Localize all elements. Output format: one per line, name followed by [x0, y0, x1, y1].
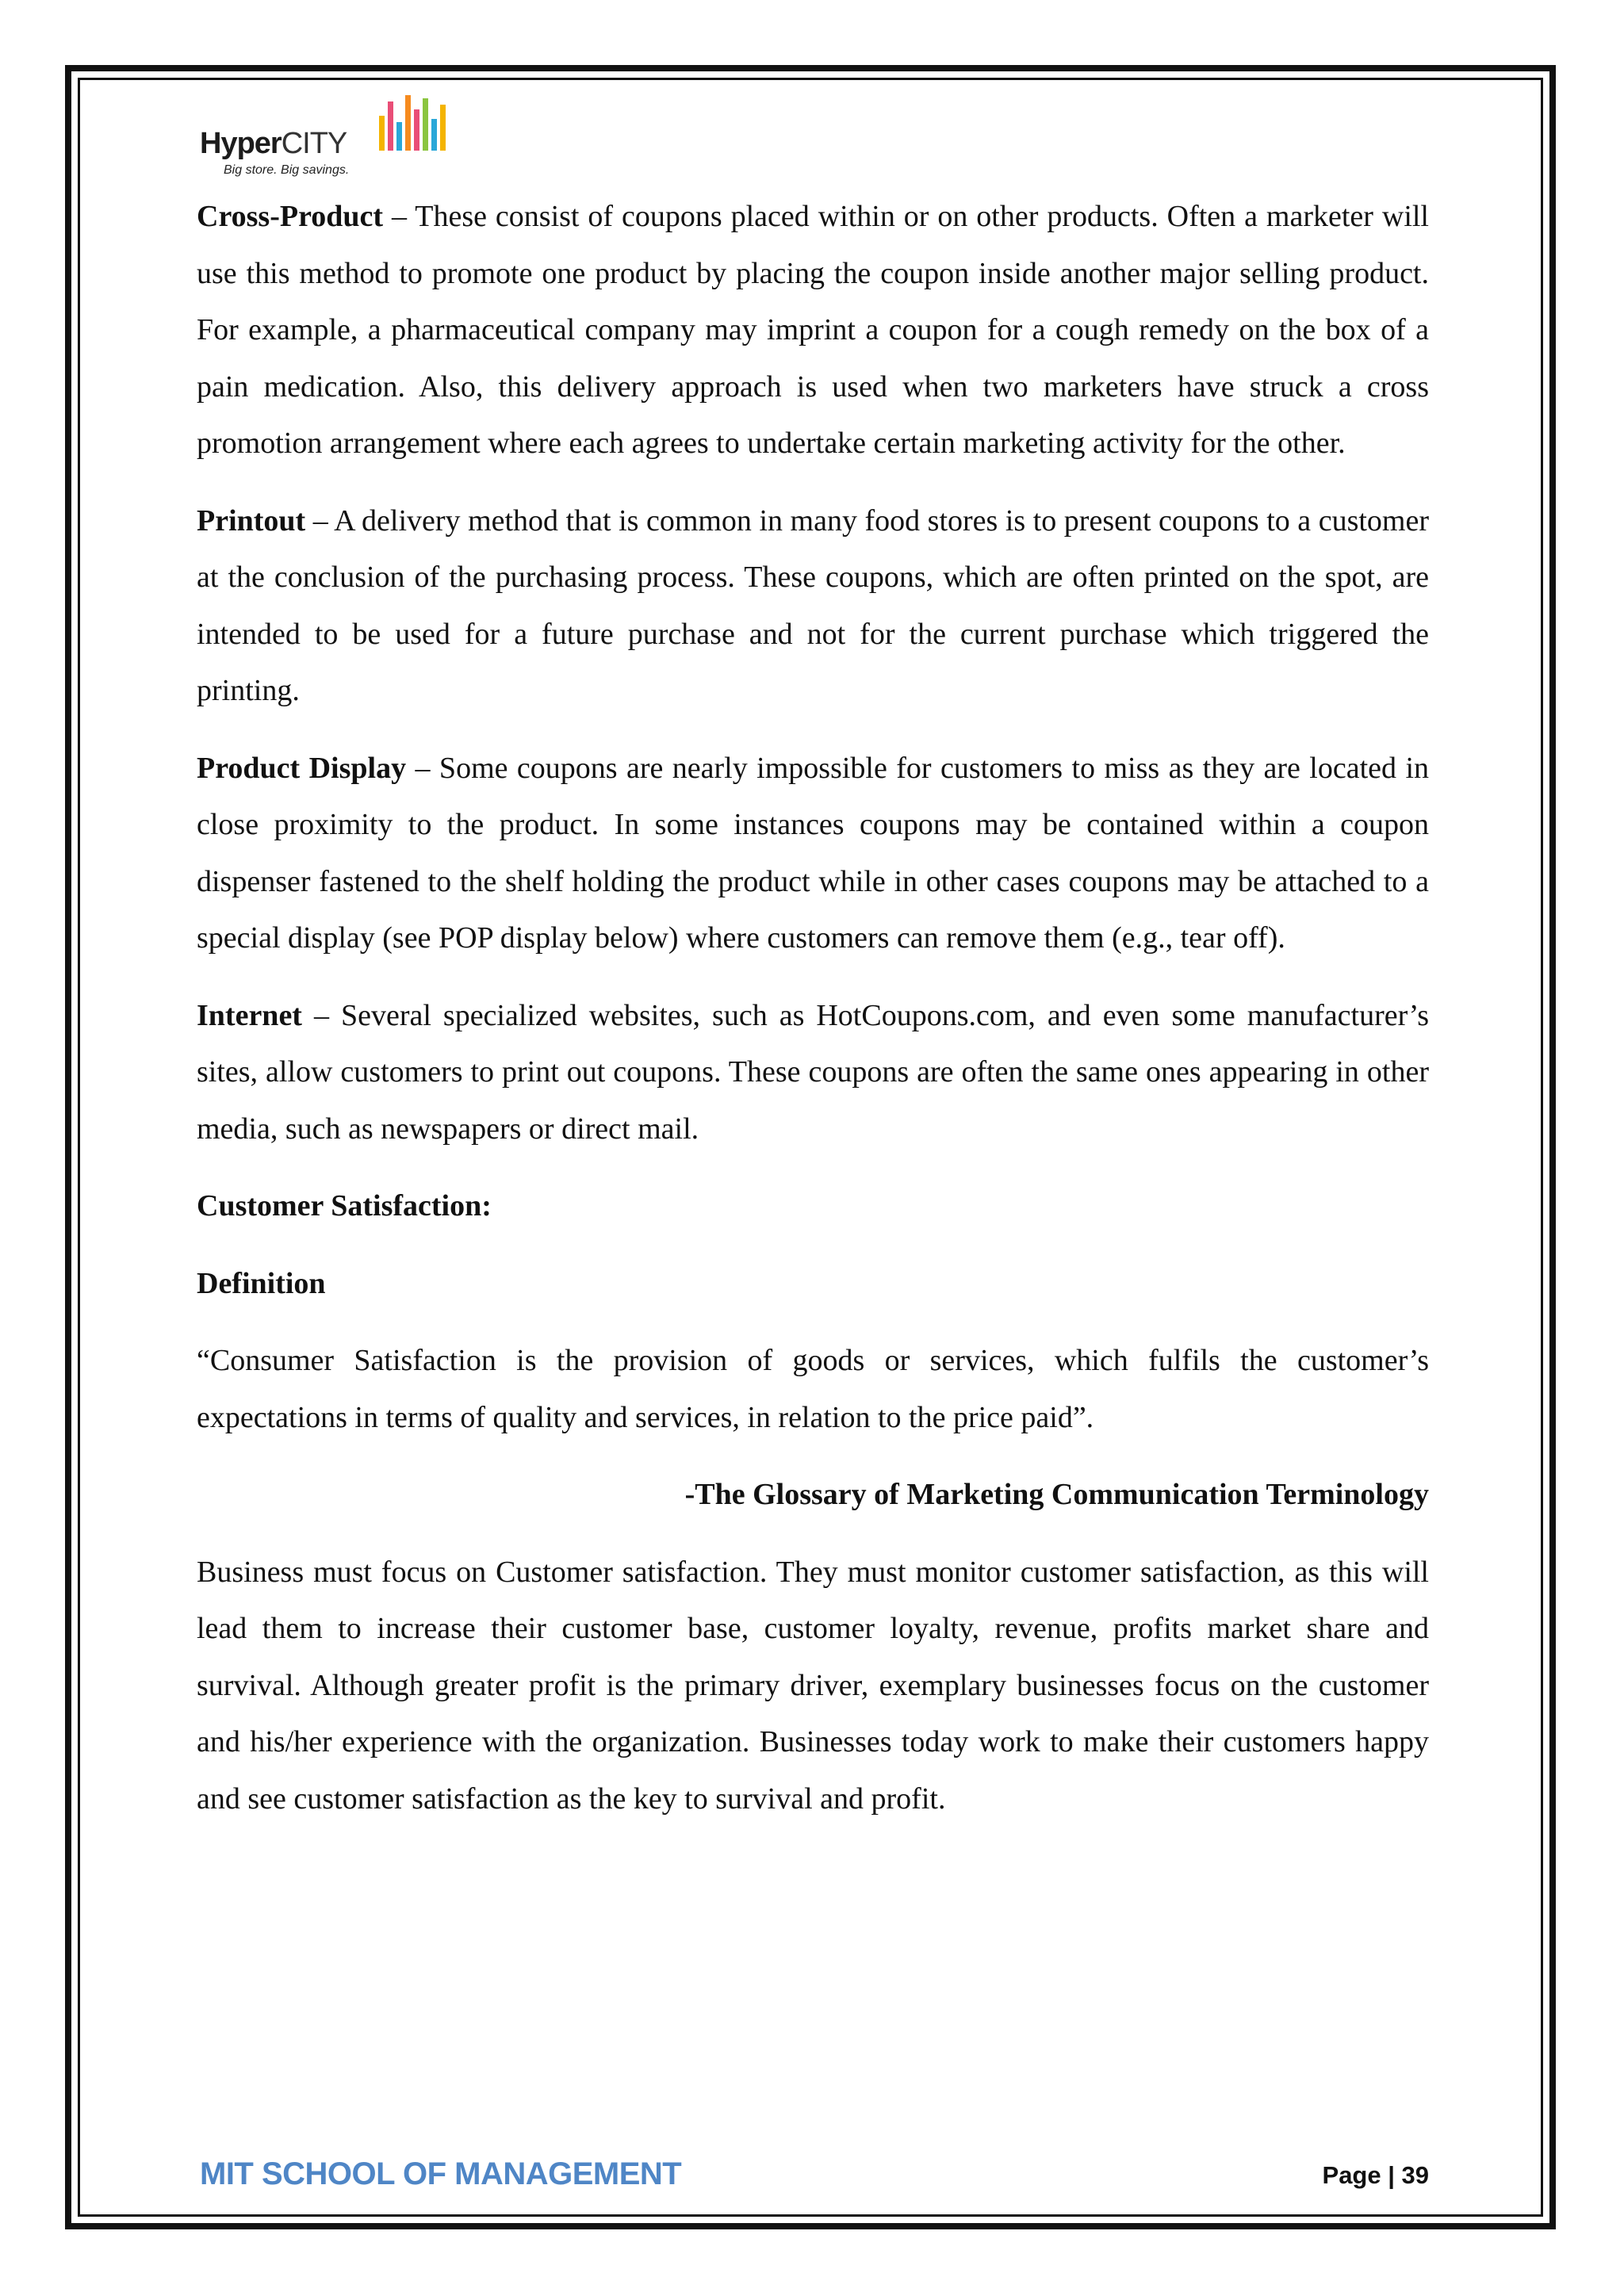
heading-customer-satisfaction: Customer Satisfaction: — [197, 1189, 492, 1223]
logo-name-light: CITY — [281, 127, 347, 160]
heading-definition: Definition — [197, 1266, 326, 1300]
footer-page-number: Page | 39 — [1322, 2161, 1429, 2189]
section-text: – Some coupons are nearly impossible for customers to miss as they are located in close proximity to the product. In some instances coupons may be contained within a coupon dispenser fastened to the shelf holding the product while in other cases coupons may be attached to a special display (see POP display below) where customers can remove them (e.g., tear off). — [197, 751, 1429, 955]
logo-bar — [405, 95, 411, 151]
section-cross-product — [197, 189, 1429, 473]
section-printout — [197, 493, 1429, 720]
logo-tagline: Big store. Big savings. — [224, 163, 350, 177]
footer-institution: MIT SCHOOL OF MANAGEMENT — [200, 2156, 682, 2191]
section-text: – Several specialized websites, such as HotCoupons.com, and even some manufacturer’s sites, allow customers to print out coupons. These coupons are often the same ones appearing in other media, such as newspapers or direct mail. — [197, 998, 1429, 1146]
logo-bar — [414, 109, 419, 151]
quote-attribution: -The Glossary of Marketing Communication Terminology — [684, 1478, 1429, 1511]
logo-bars-icon — [377, 94, 449, 151]
closing-paragraph: Business must focus on Customer satisfaction. They must monitor customer satisfaction, as this will lead them to increase their customer base, customer loyalty, revenue, profits market share and survival. Although greater profit is the primary driver, exemplary businesses focus on the customer and his/her experience with the organization. Businesses today work to make their customers happy and see customer satisfaction as the key to survival and profit. — [197, 1555, 1429, 1816]
section-text: – A delivery method that is common in many food stores is to present coupons to a customer at the conclusion of the purchasing process. These coupons, which are often printed on the spot, are intended to be used for a future purchase and not for the current purchase which triggered the printing. — [197, 503, 1429, 707]
logo-wordmark — [200, 127, 347, 161]
logo-bar — [440, 105, 446, 151]
section-internet — [197, 988, 1429, 1158]
section-term: Printout — [197, 503, 306, 538]
section-text: – These consist of coupons placed within or on other products. Often a marketer will use this method to promote one product by placing the coupon inside another major selling product. For example, a pharmaceutical company may imprint a coupon for a cough remedy on the box of a pain medication. Also, this delivery approach is used when two marketers have struck a cross promotion arrangement where each agrees to undertake certain marketing activity for the other. — [197, 200, 1429, 460]
definition-quote: “Consumer Satisfaction is the provision of goods or services, which fulfils the customer’s expectations in terms of quality and services, in relation to the price paid”. — [197, 1344, 1429, 1434]
logo-bar — [388, 101, 393, 151]
logo-name-bold: Hyper — [200, 127, 282, 160]
hypercity-logo — [200, 94, 454, 181]
section-product-display — [197, 740, 1429, 967]
section-term: Product Display — [197, 751, 407, 785]
logo-bar — [423, 98, 428, 151]
section-term: Cross-Product — [197, 200, 384, 233]
logo-bar — [396, 122, 402, 151]
logo-bar — [431, 119, 437, 151]
logo-bar — [379, 116, 385, 151]
page-content — [197, 189, 1429, 1848]
section-term: Internet — [197, 998, 302, 1032]
